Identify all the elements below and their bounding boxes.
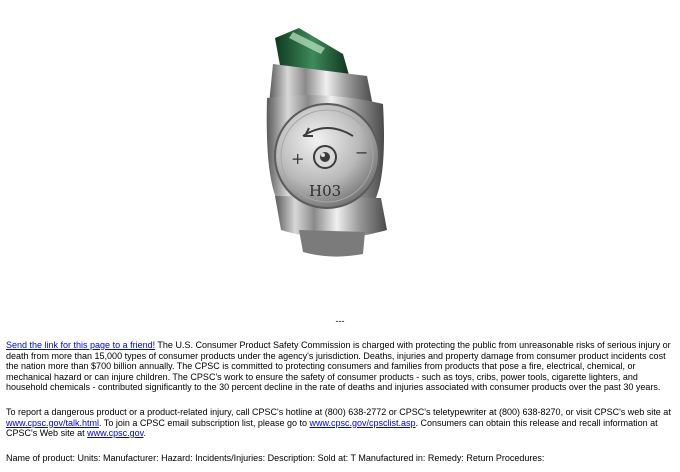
cpsc-home-link[interactable]: www.cpsc.gov <box>87 428 144 438</box>
talk-link[interactable]: www.cpsc.gov/talk.html <box>6 417 100 428</box>
product-photo <box>255 24 405 260</box>
cpsclist-link[interactable]: www.cpsc.gov/cpsclist.asp <box>309 417 416 428</box>
report-text-2: . To join a CPSC email subscription list, please go to <box>99 417 310 428</box>
separator: --- <box>335 316 345 326</box>
report-text-1: To report a dangerous product or a product-related injury, call CPSC's hotline at (800) 638-2772 or CPSC's teletypewriter at (800) 638-8270, or visit CPSC's web site at <box>6 407 671 417</box>
report-text-4: . <box>143 428 146 438</box>
model-engraving: H03 <box>309 182 342 200</box>
minus-engraving: − <box>355 143 369 162</box>
report-text-3: . Consumers can obtain this release and recall information at CPSC's Web site at <box>6 417 658 438</box>
mission-text: The U.S. Consumer Product Safety Commission is charged with protecting the public from unreasonable risks of serious injury or death from more than 15,000 types of consumer products under the agency's jurisdiction. Deaths, injuries and property damage from consumer product incidents cost the nation more than $700 billion annually. The CPSC is committed to protecting consumers and families from products that pose a fire, electrical, chemical, or mechanical hazard or can injure children. The CPSC's work to ensure the safety of consumer products - such as toys, cribs, power tools, cigarette lighters, and household chemicals - contributed significantly to the 30 percent decline in the rate of deaths and injuries associated with consumer products over the past 30 years. <box>6 340 671 392</box>
send-link-to-friend[interactable]: Send the link for this page to a friend! <box>6 340 156 350</box>
plus-engraving: + <box>291 149 305 168</box>
report-paragraph <box>6 407 674 439</box>
mission-paragraph <box>6 340 674 393</box>
product-fields-line: Name of product: Units: Manufacturer: Hazard: Incidents/Injuries: Description: Sold at: T Manufactured in: Remedy: Return Procedures: <box>6 453 545 463</box>
